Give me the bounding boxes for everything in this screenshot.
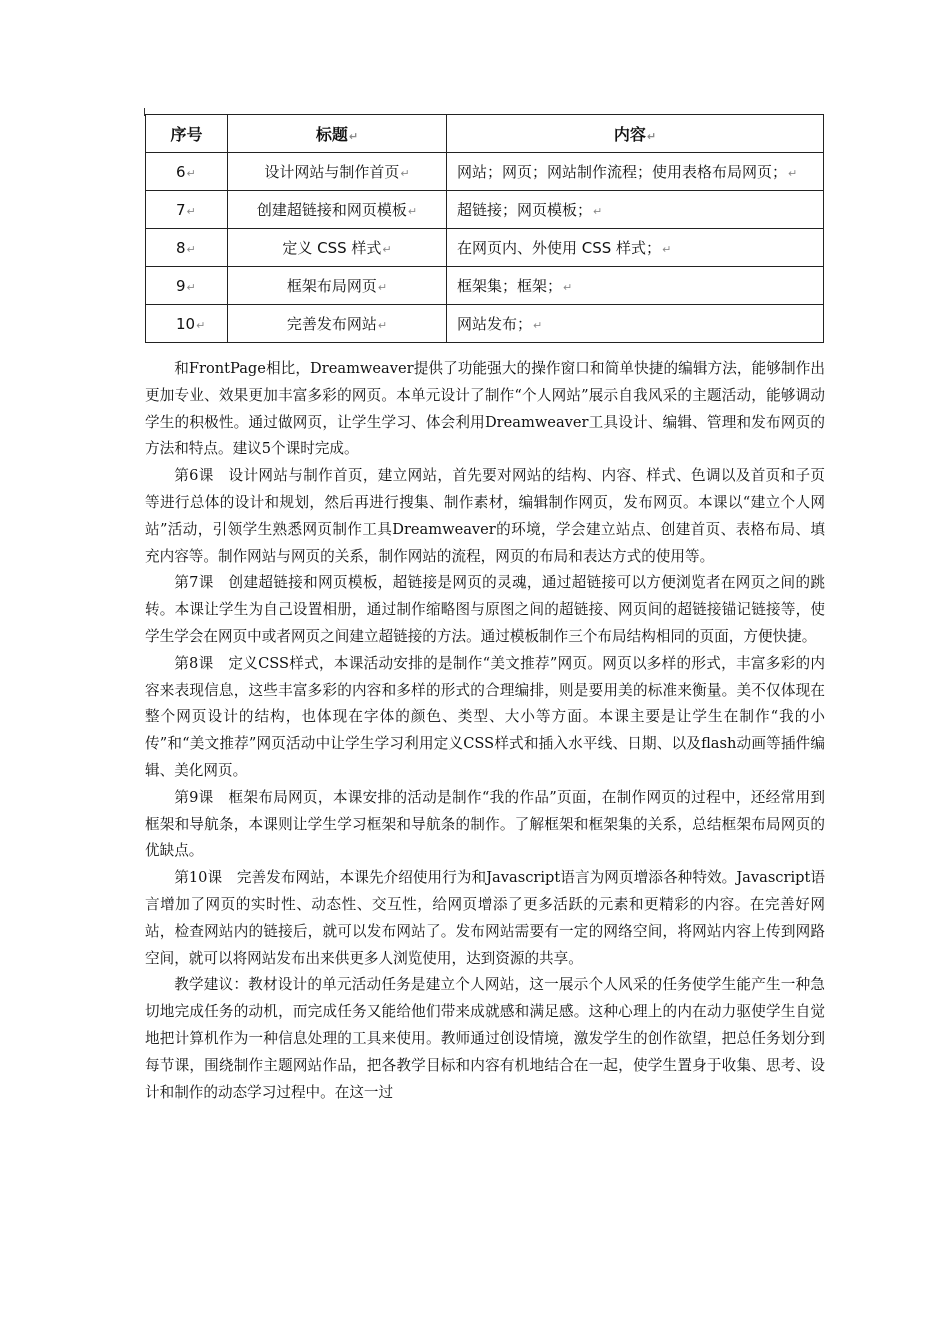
cell-title [228,267,447,305]
lesson-table-wrapper [145,114,823,343]
cell-num-text: 8 [176,238,186,257]
paragraph-mark: ↵ [788,167,798,180]
table-row [146,153,824,191]
cell-content [447,229,824,267]
paragraph-mark: ↵ [377,319,388,332]
cell-title [228,305,447,343]
cell-num-text: 7 [176,200,186,219]
paragraph-mark: ↵ [646,130,657,143]
body-text [145,356,825,1106]
cell-num [146,267,228,305]
paragraph-mark: ↵ [400,167,410,180]
cell-content-text: 网站发布； [457,315,533,333]
cell-num-text: 9 [176,276,186,295]
paragraph-mark: ↵ [186,280,196,294]
paragraph-teaching-advice: 教学建议：教材设计的单元活动任务是建立个人网站，这一展示个人风采的任务使学生能产生一种急切地完成任务的动机，而完成任务又能给他们带来成就感和满足感。这种心理上的内在动力驱使学生自觉地把计算机作为一种信息处理的工具来使用。教师通过创设情境，激发学生的创作欲望，把总任务划分到每节课，围绕制作主题网站作品，把各教学目标和内容有机地结合在一起，使学生置身于收集、思考、设计和制作的动态学习过程中。在这一过 [145,976,825,1101]
cell-title [228,229,447,267]
paragraph-mark: ↵ [186,204,196,218]
cell-num-text: 10 [176,314,196,333]
cell-content-text: 网站；网页；网站制作流程；使用表格布局网页； [457,163,788,181]
header-content [447,115,824,153]
paragraph-lesson-10: 第10课 完善发布网站，本课先介绍使用行为和Javascript语言为网页增添各种特效。Javascript语言增加了网页的实时性、动态性、交互性，给网页增添了更多活跃的元素和更精彩的内容。在完善好网站，检查网站内的链接后，就可以发布网站了。发布网站需要有一定的网络空间，将网站内容上传到网路空间，就可以将网站发布出来供更多人浏览使用，达到资源的共享。 [145,869,825,967]
cell-content-text: 在网页内、外使用 CSS 样式； [457,239,662,257]
paragraph-lesson-9: 第9课 框架布局网页，本课安排的活动是制作“我的作品”页面，在制作网页的过程中，还经常用到框架和导航条，本课则让学生学习框架和导航条的制作。了解框架和框架集的关系，总结框架布局网页的优缺点。 [145,788,825,860]
cell-content [447,305,824,343]
table-row [146,267,824,305]
cell-title-text: 框架布局网页 [286,277,377,295]
paragraph-mark: ↵ [186,166,196,180]
paragraph-mark: ↵ [348,130,359,143]
paragraph-mark: ↵ [196,318,206,332]
paragraph-mark: ↵ [593,205,603,218]
cell-num [146,191,228,229]
cell-content [447,191,824,229]
paragraph-mark: ↵ [377,281,388,294]
header-num [146,115,228,153]
paragraph-mark: ↵ [186,242,196,256]
paragraph-lesson-6: 第6课 设计网站与制作首页，建立网站，首先要对网站的结构、内容、样式、色调以及首页和子页等进行总体的设计和规划，然后再进行搜集、制作素材，编辑制作网页，发布网页。本课以“建立个人网站”活动，引领学生熟悉网页制作工具Dreamweaver的环境，学会建立站点、创建首页、表格布局、填充内容等。制作网站与网页的关系，制作网站的流程，网页的布局和表达方式的使用等。 [145,467,825,565]
table-row [146,229,824,267]
cell-content-text: 超链接；网页模板； [457,201,593,219]
paragraph-mark: ↵ [563,281,573,294]
cell-title [228,153,447,191]
paragraph-lesson-7: 第7课 创建超链接和网页模板，超链接是网页的灵魂，通过超链接可以方便浏览者在网页之间的跳转。本课让学生为自己设置相册，通过制作缩略图与原图之间的超链接、网页间的超链接锚记链接等，使学生学会在网页中或者网页之间建立超链接的方法。通过模板制作三个布局结构相同的页面，方便快捷。 [145,574,825,645]
table-row [146,191,824,229]
table-header-row [146,115,824,153]
header-title [228,115,447,153]
table-row [146,305,824,343]
header-content-text: 内容 [613,125,646,144]
cell-content [447,267,824,305]
cell-title-text: 定义 CSS 样式 [282,239,382,257]
header-num-text: 序号 [170,125,203,144]
cell-num [146,305,228,343]
paragraph-mark: ↵ [533,319,543,332]
paragraph-lesson-8: 第8课 定义CSS样式，本课活动安排的是制作“美文推荐”网页。网页以多样的形式，丰富多彩的内容来表现信息，这些丰富多彩的内容和多样的形式的合理编排，则是要用美的标准来衡量。美不仅体现在整个网页设计的结构，也体现在字体的颜色、类型、大小等方面。本课主要是让学生在制作“我的小传”和“美文推荐”网页活动中让学生学习利用定义CSS样式和插入水平线、日期、以及flash动画等插件编辑、美化网页。 [145,654,825,779]
header-title-text: 标题 [315,125,348,144]
paragraph-mark: ↵ [382,243,392,256]
paragraph-mark: ↵ [662,243,672,256]
cell-num [146,153,228,191]
paragraph-intro: 和FrontPage相比，Dreamweaver提供了功能强大的操作窗口和简单快捷的编辑方法，能够制作出更加专业、效果更加丰富多彩的网页。本单元设计了制作“个人网站”展示自我风采的主题活动，能够调动学生的积极性。通过做网页，让学生学习、体会利用Dreamweaver工具设计、编辑、管理和发布网页的方法和特点。建议5个课时完成。 [145,360,825,458]
cell-title-text: 创建超链接和网页模板 [256,201,407,219]
paragraph-mark: ↵ [407,205,418,218]
cell-num-text: 6 [176,162,186,181]
cell-title-text: 完善发布网站 [286,315,377,333]
cell-content [447,153,824,191]
cell-title-text: 设计网站与制作首页 [264,163,400,181]
cell-title [228,191,447,229]
cell-content-text: 框架集；框架； [457,277,563,295]
cell-num [146,229,228,267]
lesson-table [145,114,824,343]
